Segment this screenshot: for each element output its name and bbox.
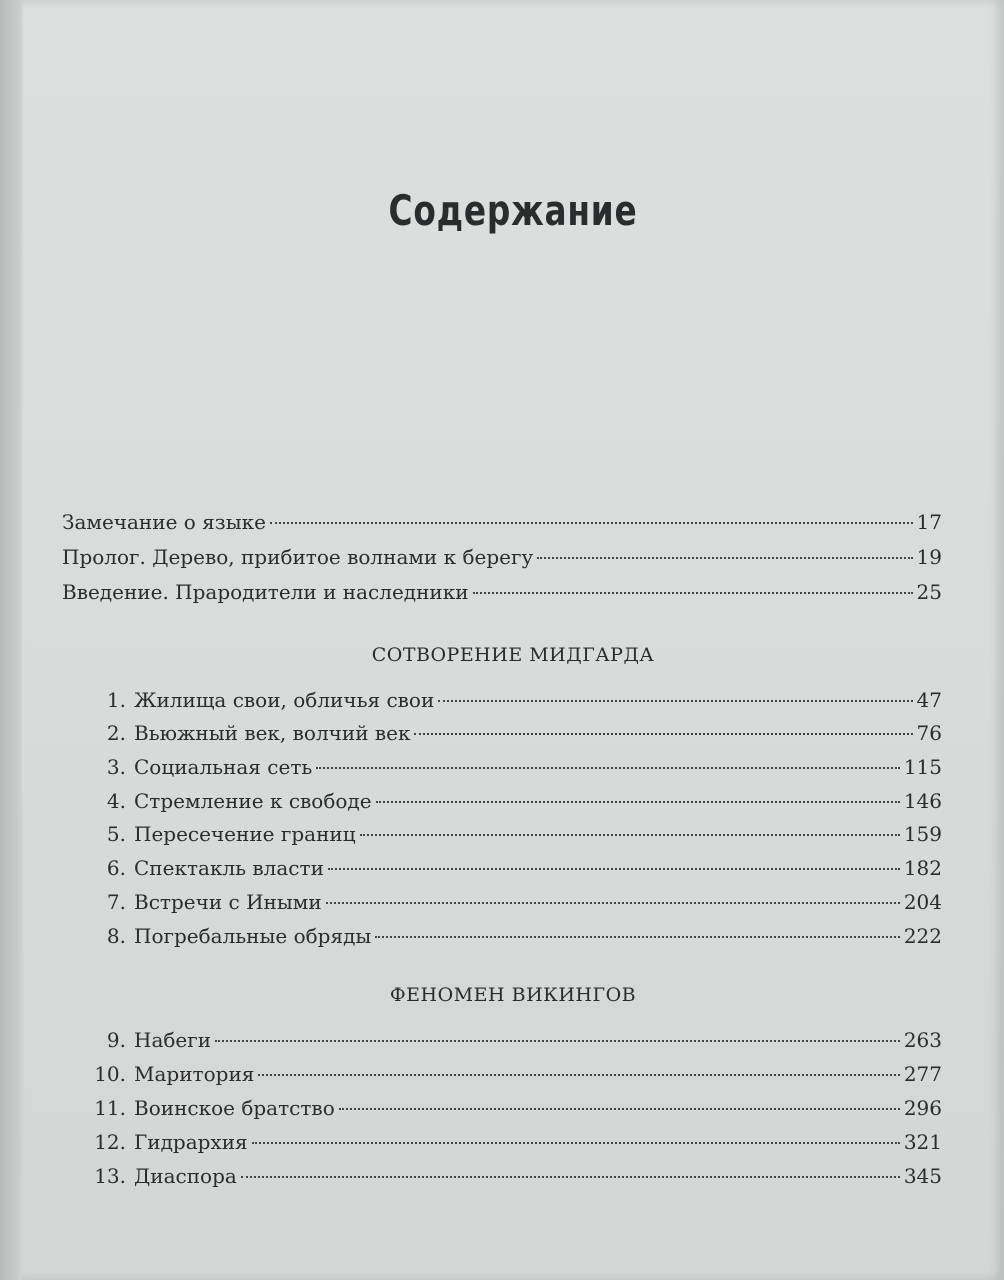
chapter-page: 321 xyxy=(903,1130,942,1154)
chapter-page: 76 xyxy=(916,721,942,745)
toc-chapter xyxy=(62,755,942,785)
chapter-label: Вьюжный век, волчий век xyxy=(134,721,411,745)
chapter-page: 277 xyxy=(903,1062,942,1086)
toc-entry-page: 19 xyxy=(916,545,942,569)
dot-leader xyxy=(252,1142,900,1144)
toc-chapter xyxy=(62,1164,942,1194)
section-heading: ФЕНОМЕН ВИКИНГОВ xyxy=(389,984,637,1006)
chapter-number: 5. xyxy=(106,822,126,846)
chapter-page: 263 xyxy=(903,1028,942,1052)
chapter-number: 1. xyxy=(106,688,126,712)
chapter-label: Пересечение границ xyxy=(134,822,356,846)
chapter-page: 345 xyxy=(903,1164,942,1188)
chapter-label: Стремление к свободе xyxy=(134,789,372,813)
toc-chapter xyxy=(62,1130,942,1160)
chapter-page: 296 xyxy=(903,1096,942,1120)
dot-leader xyxy=(537,557,912,559)
dot-leader xyxy=(328,868,900,870)
chapter-label: Жилища свои, обличья свои xyxy=(134,688,435,712)
toc-chapter xyxy=(62,688,942,718)
toc-chapter xyxy=(62,856,942,886)
toc-entry-label: Пролог. Дерево, прибитое волнами к берегу xyxy=(62,545,534,569)
chapter-page: 222 xyxy=(903,924,942,948)
chapter-page: 115 xyxy=(903,755,942,779)
dot-leader xyxy=(316,767,900,769)
toc-chapter xyxy=(62,924,942,954)
toc-chapter xyxy=(62,1096,942,1126)
toc-chapter xyxy=(62,789,942,819)
chapter-label: Набеги xyxy=(134,1028,212,1052)
book-gutter xyxy=(0,0,22,1280)
dot-leader xyxy=(473,592,913,594)
dot-leader xyxy=(241,1176,900,1178)
toc-entry xyxy=(62,580,942,610)
chapter-number: 11. xyxy=(94,1096,126,1120)
toc-entry-page: 25 xyxy=(916,580,942,604)
chapter-label: Воинское братство xyxy=(134,1096,335,1120)
dot-leader xyxy=(258,1074,899,1076)
toc-chapter xyxy=(62,890,942,920)
book-page xyxy=(22,0,1004,1280)
toc-entry-label: Введение. Прародители и наследники xyxy=(62,580,469,604)
chapter-label: Погребальные обряды xyxy=(134,924,372,948)
dot-leader xyxy=(414,733,912,735)
chapter-label: Гидрархия xyxy=(134,1130,248,1154)
toc-entry-page: 17 xyxy=(916,510,942,534)
chapter-number: 8. xyxy=(106,924,126,948)
chapter-page: 47 xyxy=(916,688,942,712)
chapter-label: Маритория xyxy=(134,1062,255,1086)
toc-entry xyxy=(62,545,942,575)
chapter-number: 9. xyxy=(106,1028,126,1052)
section-heading: СОТВОРЕНИЕ МИДГАРДА xyxy=(371,644,655,666)
dot-leader xyxy=(270,522,913,524)
toc-chapter xyxy=(62,822,942,852)
toc-chapter xyxy=(62,1062,942,1092)
toc-entry xyxy=(62,510,942,540)
toc-chapter xyxy=(62,1028,942,1058)
toc-entry-label: Замечание о языке xyxy=(62,510,266,534)
chapter-number: 7. xyxy=(106,890,126,914)
toc-chapter xyxy=(62,721,942,751)
chapter-page: 146 xyxy=(903,789,942,813)
chapter-label: Встречи с Иными xyxy=(134,890,322,914)
chapter-number: 10. xyxy=(94,1062,126,1086)
chapter-label: Социальная сеть xyxy=(134,755,313,779)
dot-leader xyxy=(326,902,900,904)
chapter-page: 159 xyxy=(903,822,942,846)
chapter-label: Диаспора xyxy=(134,1164,237,1188)
page-title: Содержание xyxy=(388,186,638,235)
dot-leader xyxy=(360,834,900,836)
dot-leader xyxy=(438,700,912,702)
chapter-page: 204 xyxy=(903,890,942,914)
dot-leader xyxy=(339,1108,900,1110)
chapter-number: 6. xyxy=(106,856,126,880)
dot-leader xyxy=(376,801,900,803)
dot-leader xyxy=(215,1040,900,1042)
chapter-number: 4. xyxy=(106,789,126,813)
chapter-number: 12. xyxy=(94,1130,126,1154)
chapter-label: Спектакль власти xyxy=(134,856,324,880)
chapter-number: 13. xyxy=(94,1164,126,1188)
chapter-number: 2. xyxy=(106,721,126,745)
chapter-number: 3. xyxy=(106,755,126,779)
chapter-page: 182 xyxy=(903,856,942,880)
dot-leader xyxy=(375,936,899,938)
